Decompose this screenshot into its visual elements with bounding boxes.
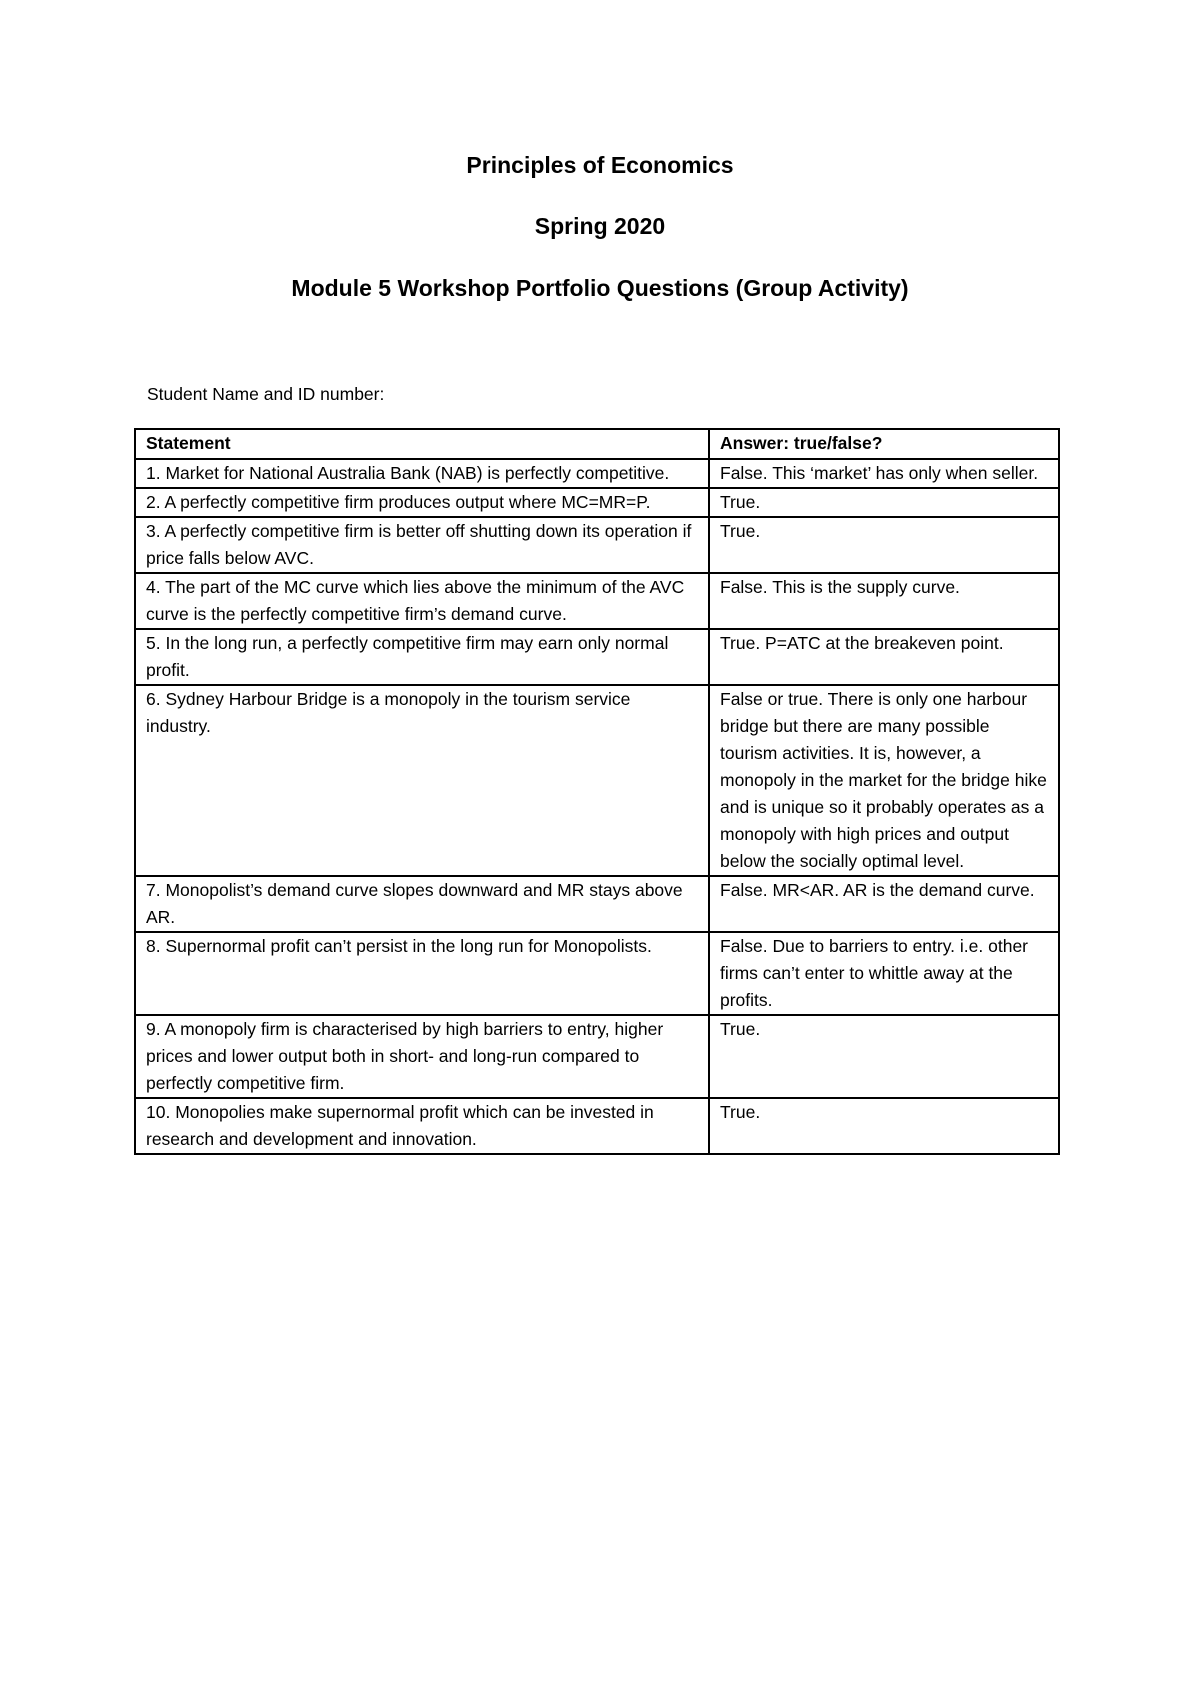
answer-cell: True. P=ATC at the breakeven point.	[709, 629, 1059, 685]
statement-number: 10.	[146, 1102, 171, 1122]
answer-cell: False. Due to barriers to entry. i.e. other firms can’t enter to whittle away at the profits.	[709, 932, 1059, 1015]
statement-number: 6.	[146, 689, 161, 709]
statement-number: 9.	[146, 1019, 161, 1039]
statement-number: 8.	[146, 936, 161, 956]
statement-cell	[135, 1098, 709, 1154]
answer-cell: True.	[709, 1098, 1059, 1154]
table-row	[135, 517, 1059, 573]
answer-cell: False or true. There is only one harbour bridge but there are many possible tourism activities. It is, however, a monopoly in the market for the bridge hike and is unique so it probably operates as a monopoly with high prices and output below the socially optimal level.	[709, 685, 1059, 876]
answer-cell: True.	[709, 1015, 1059, 1098]
statement-text: In the long run, a perfectly competitive firm may earn only normal profit.	[146, 633, 669, 680]
answer-cell: False. This is the supply curve.	[709, 573, 1059, 629]
statement-cell	[135, 517, 709, 573]
term-title: Spring 2020	[534, 213, 666, 239]
statement-number: 5.	[146, 633, 161, 653]
statement-number: 7.	[146, 880, 161, 900]
statement-text: Supernormal profit can’t persist in the long run for Monopolists.	[160, 936, 652, 956]
table-row	[135, 932, 1059, 1015]
statement-number: 3.	[146, 521, 161, 541]
questions-table	[134, 428, 1060, 1155]
statement-number: 2.	[146, 492, 161, 512]
statement-cell	[135, 459, 709, 488]
statement-cell	[135, 573, 709, 629]
statement-cell	[135, 1015, 709, 1098]
table-row	[135, 1098, 1059, 1154]
answer-cell: False. This ‘market’ has only when seller.	[709, 459, 1059, 488]
answer-cell: False. MR<AR. AR is the demand curve.	[709, 876, 1059, 932]
statement-cell	[135, 629, 709, 685]
answer-cell: True.	[709, 517, 1059, 573]
table-header-row	[135, 429, 1059, 459]
statement-cell	[135, 488, 709, 517]
statement-text: Sydney Harbour Bridge is a monopoly in the tourism service industry.	[146, 689, 631, 736]
answer-column-header: Answer: true/false?	[709, 429, 1059, 459]
table-row	[135, 629, 1059, 685]
statement-text: The part of the MC curve which lies above the minimum of the AVC curve is the perfectly competitive firm’s demand curve.	[146, 577, 685, 624]
statement-cell	[135, 876, 709, 932]
statement-text: A perfectly competitive firm is better off shutting down its operation if price falls below AVC.	[146, 521, 692, 568]
table-row	[135, 876, 1059, 932]
statement-cell	[135, 685, 709, 876]
table-row	[135, 573, 1059, 629]
statement-text: A monopoly firm is characterised by high barriers to entry, higher prices and lower output both in short- and long-run compared to perfectly competitive firm.	[146, 1019, 664, 1093]
table-row	[135, 488, 1059, 517]
course-title: Principles of Economics	[466, 152, 734, 178]
table-row	[135, 1015, 1059, 1098]
statement-cell	[135, 932, 709, 1015]
student-name-label: Student Name and ID number:	[147, 384, 385, 404]
table-row	[135, 685, 1059, 876]
module-title: Module 5 Workshop Portfolio Questions (Group Activity)	[291, 275, 909, 301]
statement-number: 4.	[146, 577, 161, 597]
answer-cell: True.	[709, 488, 1059, 517]
statement-number: 1.	[146, 463, 161, 483]
statement-text: Market for National Australia Bank (NAB) is perfectly competitive.	[160, 463, 670, 483]
statement-text: Monopolies make supernormal profit which can be invested in research and development and innovation.	[146, 1102, 654, 1149]
statement-text: A perfectly competitive firm produces output where MC=MR=P.	[160, 492, 651, 512]
statement-column-header: Statement	[135, 429, 709, 459]
statement-text: Monopolist’s demand curve slopes downward and MR stays above AR.	[146, 880, 683, 927]
table-row	[135, 459, 1059, 488]
